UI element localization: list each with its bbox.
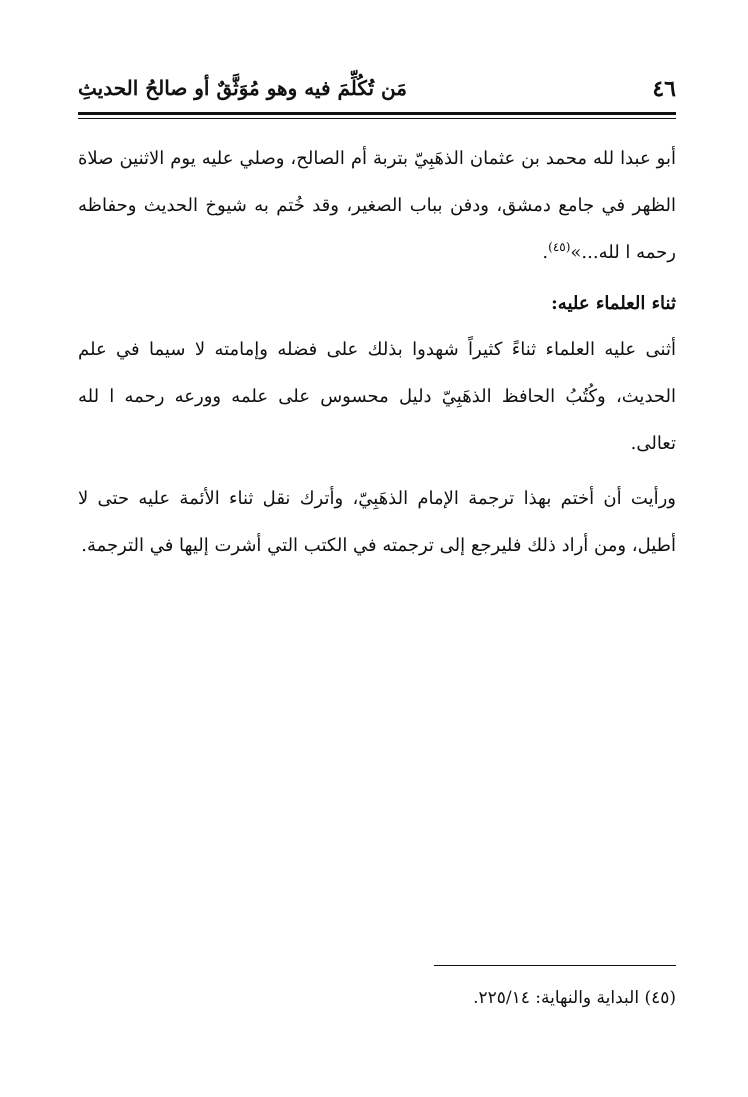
section-heading: ثناء العلماء عليه:: [551, 293, 676, 314]
footnote-reference: (٤٥): [548, 240, 571, 254]
footnote-separator: [434, 965, 676, 966]
main-text: [78, 135, 676, 569]
header-rule-thin: [78, 118, 676, 119]
header-rule-thick: [78, 112, 676, 115]
paragraph-3: ورأيت أن أختم بهذا ترجمة الإمام الذهَبِيّ، وأترك نقل ثناء الأئمة عليه حتى لا أطيل، ومن أراد ذلك فليرجع إلى ترجمته في الكتب التي أشرت إليها في الترجمة.: [78, 488, 676, 556]
page-number: ٤٦: [652, 76, 676, 102]
paragraph-1: [78, 135, 676, 276]
running-title: مَن تُكُلِّمَ فيه وهو مُوَثَّقٌ أو صالحُ الحديثِ: [78, 76, 407, 100]
paragraph-1-end: .: [542, 242, 549, 263]
paragraph-2: أثنى عليه العلماء ثناءً كثيراً شهدوا بذلك على فضله وإمامته لا سيما في علم الحديث، وكُتُبُ الحافظ الذهَبِيّ دليل محسوس على علمه وورعه رحمه ا لله تعالى.: [78, 339, 676, 454]
paragraph-1-text: أبو عبدا لله محمد بن عثمان الذهَبِيّ بتربة أم الصالح، وصلي عليه يوم الاثنين صلاة الظهر في جامع دمشق، ودفن بباب الصغير، وقد خُتم به شيوخ الحديث وحفاظه رحمه ا لله...»: [78, 148, 676, 263]
footnote: (٤٥) البداية والنهاية: ٢٢٥/١٤.: [473, 988, 676, 1008]
page-header: [78, 70, 676, 110]
